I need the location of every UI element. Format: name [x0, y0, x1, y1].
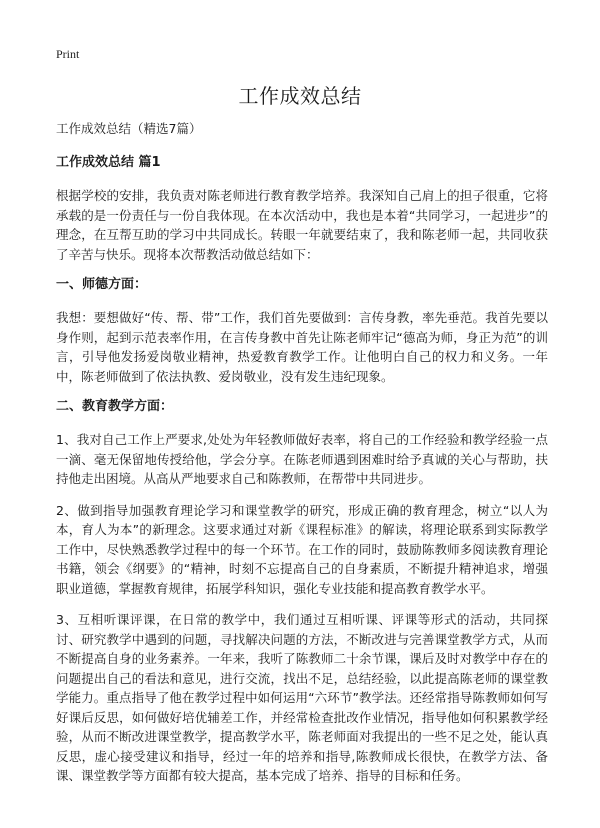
teaching-paragraph-2: 2、做到指导加强教育理论学习和课堂教学的研究，形成正确的教育理念，树立“以人为本，育人为本”的新理念。这要求通过对新《课程标准》的解读，将理论联系到实际教学工作中，尽快熟悉教学过程中的每一个环节。在工作的同时，鼓励陈教师多阅读教育理论书籍，领会《纲要》的“精神，时刻不忘提高自己的自身素质，不断提升精神追求，增强职业道德，掌握教育规律，拓展学科知识，强化专业技能和提高教育教学水平。	[56, 502, 548, 596]
section-heading-ethics: 一、师德方面：	[56, 277, 148, 292]
teaching-paragraph-1: 1、我对自己工作上严要求,处处为年轻教师做好表率，将自己的工作经验和教学经验一点一滴、毫无保留地传授给他，学会分享。在陈老师遇到困难时给予真诚的关心与帮助，扶持他走出困境。从高从严地要求自己和陈教师，在帮带中共同进步。	[56, 432, 548, 486]
section-heading-teaching: 二、教育教学方面：	[56, 399, 174, 414]
teaching-paragraph-3: 3、互相听课评课，在日常的教学中，我们通过互相听课、评课等形式的活动，共同探讨、研究教学中遇到的问题，寻找解决问题的方法，不断改进与完善课堂教学方式，从而不断提高自身的业务素养。一年来，我听了陈教师二十余节课，课后及时对教学中存在的问题提出自己的看法和意见，进行交流，找出不足，总结经验，以此提高陈老师的课堂教学能力。重点指导了他在教学过程中如何运用“六环节”教学法。还经常指导陈教师如何写好课后反思，如何做好培优辅差工作，并经常检查批改作业情况，指导他如何积累教学经验，从而不断改进课堂教学，提高教学水平，陈老师面对我提出的一些不足之处，能认真反思，虚心接受建议和指导，经过一年的培养和指导,陈教师成长很快，在教学方法、备课、课堂教学等方面都有较大提高，基本完成了培养、指导的目标和任务。	[56, 612, 548, 783]
ethics-paragraph: 我想：要想做好“传、帮、带”工作，我们首先要做到：言传身教，率先垂范。我首先要以身作则，起到示范表率作用，在言传身教中首先让陈老师牢记“德高为师，身正为范”的训言，引导他发扬爱岗敬业精神，热爱教育教学工作。让他明白自己的权力和义务。一年中，陈老师做到了依法执教、爱岗敬业，没有发生违纪现象。	[56, 310, 548, 384]
print-link[interactable]: Print	[56, 47, 80, 61]
document-subtitle: 工作成效总结（精选7篇）	[56, 121, 202, 136]
chapter-heading: 工作成效总结 篇1	[56, 155, 161, 170]
intro-paragraph: 根据学校的安排，我负责对陈老师进行教育教学培养。我深知自己肩上的担子很重，它将承载的是一份责任与一份自我体现。在本次活动中，我也是本着“共同学习，一起进步”的理念，在互帮互助的学习中共同成长。转眼一年就要结束了，我和陈老师一起，共同收获了辛苦与快乐。现将本次帮教活动做总结如下：	[56, 188, 548, 262]
page-title: 工作成效总结	[238, 84, 362, 108]
document-body	[56, 120, 548, 798]
